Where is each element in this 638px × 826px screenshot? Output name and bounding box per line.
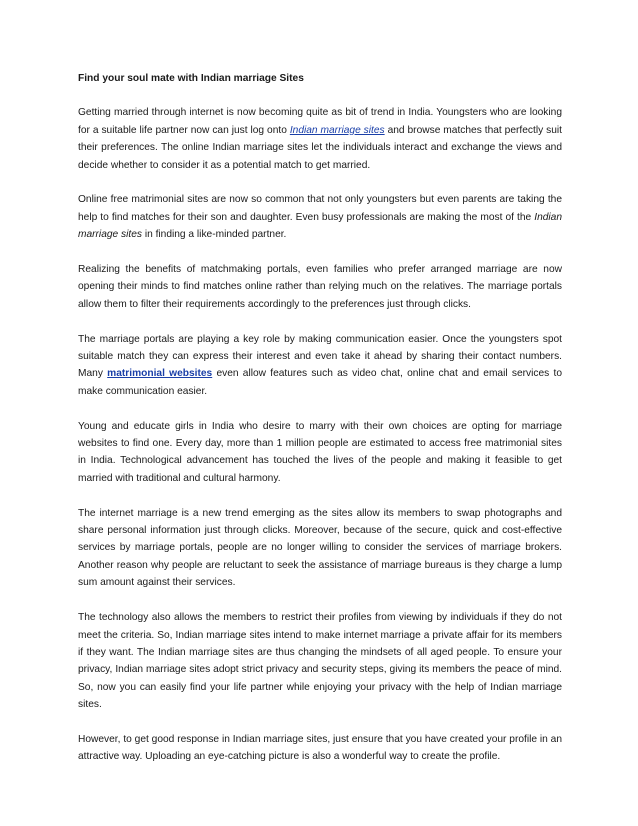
paragraph-3: Realizing the benefits of matchmaking portals, even families who prefer arranged marriage are now opening their minds to find matches online rather than relying much on the relatives. The marriage portals allow them to filter their requirements accordingly to the preferences just through clicks. [78,264,562,310]
paragraph-2 [78,191,562,243]
paragraph-5: Young and educate girls in India who desire to marry with their own choices are opting for marriage websites to find one. Every day, more than 1 million people are estimated to access free matrimonial sites in India. Technological advancement has touched the lives of the people and making it feasible to get married with traditional and cultural harmony. [78,420,562,484]
indian-marriage-sites-link[interactable]: Indian marriage sites [289,124,385,136]
paragraph-2-text-b: in finding a like-minded partner. [141,229,287,241]
paragraph-2-text-a: Online free matrimonial sites are now so common that not only youngsters but even parents are taking the help to find matches for their son and daughter. Even busy professionals are making the most of the [78,194,562,223]
indian-marriage-sites-emphasis: Indian marriage sites [78,211,562,241]
paragraph-4-text-a: The marriage portals are playing a key role by making communication easier. Once the youngsters spot suitable match they can express their interest and even take it ahead by sharing their contact numbers. Many [78,333,562,380]
document-page [78,70,562,783]
paragraph-1 [78,104,562,174]
paragraph-8: However, to get good response in Indian marriage sites, just ensure that you have created your profile in an attractive way. Uploading an eye-catching picture is also a wonderful way to create the profile. [78,733,562,763]
matrimonial-websites-link[interactable]: matrimonial websites [107,368,213,380]
paragraph-4-text-b: even allow features such as video chat, online chat and email services to make communication easier. [78,368,562,397]
paragraph-4 [78,331,562,401]
paragraph-7: The technology also allows the members to restrict their profiles from viewing by individuals if they do not meet the criteria. So, Indian marriage sites intend to make internet marriage a private affair for its members if they want. The Indian marriage sites are thus changing the mindsets of all aged people. To ensure your privacy, Indian marriage sites adopt strict privacy and security steps, giving its members the peace of mind. So, now you can easily find your life partner while enjoying your privacy with the help of Indian marriage sites. [78,612,562,711]
paragraph-6: The internet marriage is a new trend emerging as the sites allow its members to swap photographs and share personal information just through clicks. Moreover, because of the secure, quick and cost-effective services by marriage portals, people are no longer willing to consider the services of marriage brokers. Another reason why people are reluctant to seek the assistance of marriage bureaus is they charge a lump sum amount against their services. [78,507,562,589]
paragraph-1-text-a: Getting married through internet is now becoming quite as bit of trend in India. Youngsters who are looking for a suitable life partner now can just log onto [78,107,562,136]
paragraph-1-text-b: and browse matches that perfectly suit their preferences. The online Indian marriage sites let the individuals interact and exchange the views and decide whether to consider it as a potential match to get married. [78,124,562,171]
document-title: Find your soul mate with Indian marriage Sites [78,73,304,84]
